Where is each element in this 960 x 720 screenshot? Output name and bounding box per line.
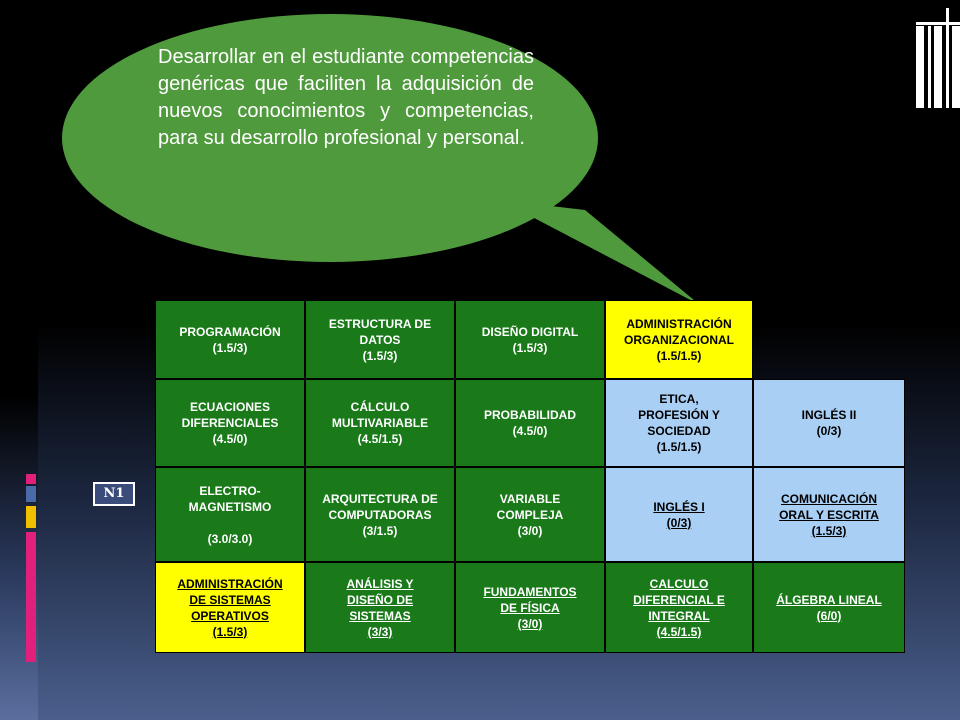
- course-probabilidad[interactable]: PROBABILIDAD (4.5/0): [455, 379, 605, 467]
- course-estructura-de-datos[interactable]: ESTRUCTURA DE DATOS (1.5/3): [305, 300, 455, 379]
- course-variable-compleja[interactable]: VARIABLE COMPLEJA (3/0): [455, 467, 605, 562]
- course-arquitectura-de-computadoras[interactable]: ARQUITECTURA DE COMPUTADORAS (3/1.5): [305, 467, 455, 562]
- course-calculo-multivariable[interactable]: CÁLCULO MULTIVARIABLE (4.5/1.5): [305, 379, 455, 467]
- course-etica-profesion-sociedad[interactable]: ETICA, PROFESIÓN Y SOCIEDAD (1.5/1.5): [605, 379, 753, 467]
- course-comunicacion-oral-escrita[interactable]: COMUNICACIÓN ORAL Y ESCRITA (1.5/3): [753, 467, 905, 562]
- course-administracion-sistemas-operativos[interactable]: ADMINISTRACIÓN DE SISTEMAS OPERATIVOS (1.5/3): [155, 562, 305, 653]
- course-diseno-digital[interactable]: DISEÑO DIGITAL (1.5/3): [455, 300, 605, 379]
- course-ingles-ii[interactable]: INGLÉS II (0/3): [753, 379, 905, 467]
- course-calculo-diferencial-integral[interactable]: CALCULO DIFERENCIAL E INTEGRAL (4.5/1.5): [605, 562, 753, 653]
- course-analisis-diseno-sistemas[interactable]: ANÁLISIS Y DISEÑO DE SISTEMAS (3/3): [305, 562, 455, 653]
- presentation-logo-icon: [912, 8, 960, 118]
- course-programacion[interactable]: PROGRAMACIÓN (1.5/3): [155, 300, 305, 379]
- course-ingles-i[interactable]: INGLÉS I (0/3): [605, 467, 753, 562]
- course-fundamentos-de-fisica[interactable]: FUNDAMENTOS DE FÍSICA (3/0): [455, 562, 605, 653]
- course-ecuaciones-diferenciales[interactable]: ECUACIONES DIFERENCIALES (4.5/0): [155, 379, 305, 467]
- course-electromagnetismo[interactable]: ELECTRO- MAGNETISMO (3.0/3.0): [155, 467, 305, 562]
- course-algebra-lineal[interactable]: ÁLGEBRA LINEAL (6/0): [753, 562, 905, 653]
- level-label-n1: N1: [93, 482, 135, 506]
- bubble-text: Desarrollar en el estudiante competencias genéricas que faciliten la adquisición de nuevos conocimientos y competencias, para su desarrollo profesional y personal.: [158, 46, 534, 149]
- course-administracion-organizacional[interactable]: ADMINISTRACIÓN ORGANIZACIONAL (1.5/1.5): [605, 300, 753, 379]
